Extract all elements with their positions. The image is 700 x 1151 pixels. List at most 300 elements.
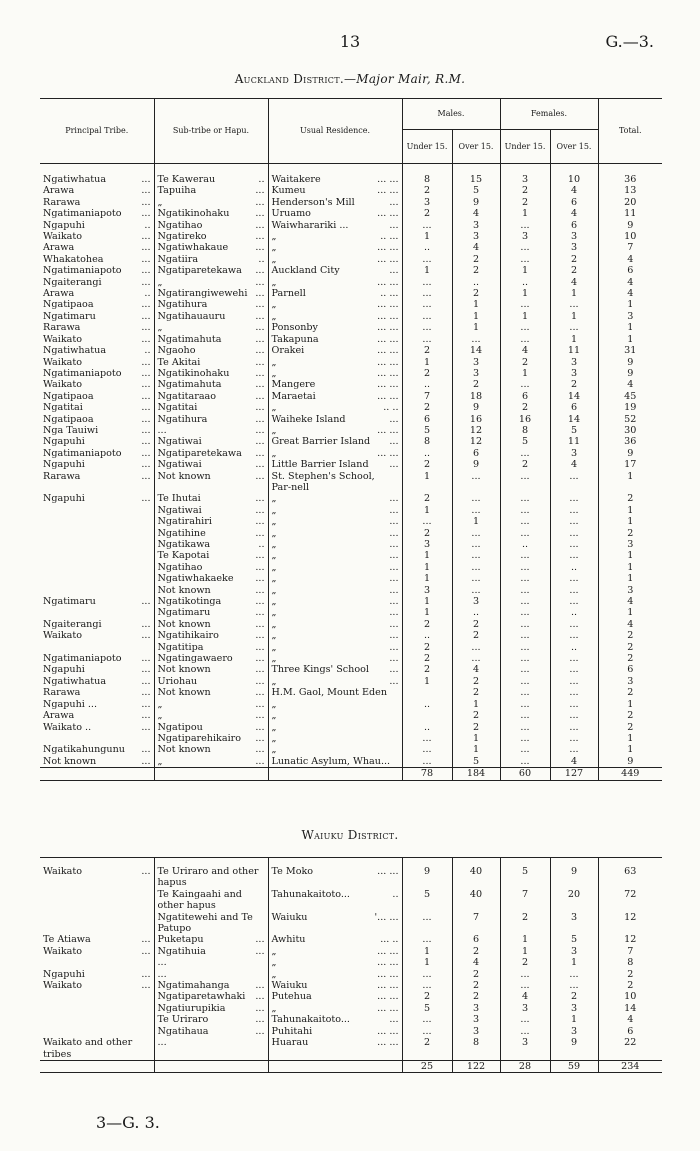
table-row — [40, 676, 662, 687]
header-males-over: Over 15. — [452, 130, 500, 164]
males-under-cell: ... — [402, 288, 452, 299]
females-under-cell: ... — [500, 493, 550, 504]
leader-dots: ... — [141, 866, 151, 877]
total-cell: 1 — [598, 334, 662, 345]
leader-dots: ... — [141, 413, 151, 425]
subtribe-cell — [154, 185, 268, 196]
table-row — [40, 174, 662, 185]
total-males-over: 122 — [452, 1060, 500, 1072]
males-under-cell: 2 — [402, 368, 452, 379]
males-over-cell: 1 — [452, 322, 500, 333]
total-cell: 2 — [598, 528, 662, 539]
leader-dots: ... — [255, 242, 265, 254]
leader-dots: ... — [141, 333, 151, 345]
leader-dots: ... — [389, 584, 399, 596]
subtribe-cell-text: Ngatiparetawhaki — [157, 991, 246, 1003]
table-row — [40, 516, 662, 527]
males-under-cell: 6 — [402, 414, 452, 425]
leader-dots: ... ... — [377, 379, 399, 391]
total-cell: 6 — [598, 265, 662, 276]
total-cell: 22 — [598, 1037, 662, 1060]
females-over-cell: ... — [550, 676, 598, 687]
tribe-cell-text: Ngatimaru — [43, 310, 96, 322]
females-under-cell: ... — [500, 254, 550, 265]
leader-dots: ... — [141, 447, 151, 459]
leader-dots: ... — [255, 653, 265, 665]
table-row — [40, 368, 662, 379]
leader-dots: ... — [141, 242, 151, 254]
residence-cell — [268, 676, 402, 687]
females-under-cell: 4 — [500, 345, 550, 356]
subtribe-cell — [154, 630, 268, 641]
grand-total: 449 — [598, 768, 662, 780]
tribe-cell — [40, 1037, 154, 1060]
subtribe-cell-text: Te Kawerau — [157, 174, 216, 185]
subtribe-cell-text: Uriohau — [157, 675, 198, 687]
tribe-cell-text: Ngapuhi — [43, 664, 85, 676]
residence-cell-text: „ — [271, 641, 277, 653]
males-over-cell: 6 — [452, 448, 500, 459]
header-subtribe: Sub-tribe or Hapu. — [154, 99, 268, 164]
leader-dots: ... — [141, 367, 151, 379]
males-over-cell: 9 — [452, 197, 500, 208]
females-under-cell: 1 — [500, 368, 550, 379]
leader-dots: ... — [255, 390, 265, 402]
tribe-cell-text: Ngatimaniapoto — [43, 265, 122, 277]
males-under-cell: ... — [402, 311, 452, 322]
leader-dots: ... — [141, 299, 151, 311]
leader-dots: ... — [141, 675, 151, 687]
residence-cell-text: „ — [271, 299, 277, 311]
leader-dots: ... — [141, 653, 151, 665]
leader-dots: ... — [255, 402, 265, 414]
leader-dots: ... — [389, 664, 399, 676]
females-over-cell: ... — [550, 722, 598, 733]
males-under-cell: 2 — [402, 653, 452, 664]
residence-cell-text: „ — [271, 504, 277, 516]
leader-dots: ... ... — [377, 345, 399, 357]
residence-cell-text: „ — [271, 367, 277, 379]
tribe-cell — [40, 1003, 154, 1014]
residence-cell — [268, 866, 402, 889]
females-over-cell: ... — [550, 471, 598, 494]
leader-dots: ... — [255, 641, 265, 653]
residence-cell-text: St. Stephen's School, Par-nell — [271, 470, 375, 493]
leader-dots: ... — [389, 493, 399, 505]
males-under-cell: 1 — [402, 596, 452, 607]
residence-cell — [268, 596, 402, 607]
total-cell: 2 — [598, 630, 662, 641]
residence-cell-text: „ — [271, 945, 277, 957]
males-under-cell: 2 — [402, 619, 452, 630]
females-over-cell: 2 — [550, 254, 598, 265]
grand-total: 234 — [598, 1060, 662, 1072]
females-over-cell: ... — [550, 664, 598, 675]
males-over-cell: 7 — [452, 912, 500, 935]
females-over-cell: .. — [550, 642, 598, 653]
table-row — [40, 946, 662, 957]
females-under-cell: ... — [500, 744, 550, 755]
females-under-cell: ... — [500, 448, 550, 459]
females-under-cell: ... — [500, 676, 550, 687]
residence-cell — [268, 311, 402, 322]
total-cell: 12 — [598, 912, 662, 935]
header-males: Males. — [402, 99, 500, 130]
males-under-cell: ... — [402, 299, 452, 310]
leader-dots: ... — [389, 459, 399, 471]
leader-dots: ... ... — [377, 356, 399, 368]
females-under-cell: .. — [500, 539, 550, 550]
males-over-cell: 2 — [452, 710, 500, 721]
males-under-cell: 1 — [402, 471, 452, 494]
leader-dots: ... — [141, 945, 151, 957]
leader-dots: .. — [144, 345, 151, 357]
males-over-cell: 18 — [452, 391, 500, 402]
subtribe-cell-text: Not known — [157, 744, 211, 756]
table-row — [40, 334, 662, 345]
subtribe-cell — [154, 231, 268, 242]
table-row — [40, 425, 662, 436]
residence-cell-text: „ — [271, 653, 277, 665]
females-under-cell: 16 — [500, 414, 550, 425]
residence-cell — [268, 722, 402, 733]
residence-cell-text: „ — [271, 539, 277, 550]
females-over-cell: 6 — [550, 220, 598, 231]
subtribe-cell — [154, 505, 268, 516]
tribe-cell — [40, 642, 154, 653]
residence-cell-text: Henderson's Mill — [271, 196, 355, 208]
males-under-cell — [402, 687, 452, 698]
males-under-cell: ... — [402, 934, 452, 945]
residence-cell-text: „ — [271, 424, 277, 436]
males-under-cell: .. — [402, 699, 452, 710]
leader-dots — [397, 733, 399, 744]
males-over-cell: 3 — [452, 1014, 500, 1025]
residence-cell — [268, 493, 402, 504]
males-under-cell: ... — [402, 1014, 452, 1025]
leader-dots: ... — [389, 413, 399, 425]
leader-dots: ... — [255, 1002, 265, 1014]
tribe-cell — [40, 607, 154, 618]
leader-dots: ... — [255, 379, 265, 391]
subtribe-cell — [154, 357, 268, 368]
subtribe-cell-text: Te Kapotai — [157, 550, 210, 562]
residence-cell-text: „ — [271, 516, 277, 528]
females-under-cell: ... — [500, 585, 550, 596]
tribe-cell — [40, 288, 154, 299]
males-under-cell: 1 — [402, 946, 452, 957]
tribe-cell — [40, 596, 154, 607]
tribe-cell — [40, 866, 154, 889]
total-cell: 1 — [598, 471, 662, 494]
subtribe-cell-text: ... — [157, 424, 167, 436]
leader-dots: ... — [141, 322, 151, 334]
males-under-cell: ... — [402, 220, 452, 231]
males-over-cell: 1 — [452, 516, 500, 527]
leader-dots: ... — [141, 253, 151, 265]
table-row — [40, 528, 662, 539]
females-under-cell: ... — [500, 550, 550, 561]
leader-dots: ... — [141, 265, 151, 277]
residence-cell-text: Auckland City — [271, 265, 340, 277]
leader-dots: ... — [389, 504, 399, 516]
subtribe-cell-text: Ngatihine — [157, 527, 206, 539]
males-over-cell: 3 — [452, 596, 500, 607]
leader-dots — [263, 889, 265, 912]
females-under-cell: 1 — [500, 265, 550, 276]
residence-cell-text: Takapuna — [271, 333, 319, 345]
tribe-cell-text: Rarawa — [43, 322, 81, 334]
table-row — [40, 197, 662, 208]
tribe-cell — [40, 220, 154, 231]
tribe-cell — [40, 436, 154, 447]
total-cell: 17 — [598, 459, 662, 470]
total-cell: 9 — [598, 756, 662, 768]
males-under-cell: ... — [402, 744, 452, 755]
tribe-cell-text: Ngapuhi — [43, 493, 85, 505]
subtribe-cell — [154, 607, 268, 618]
leader-dots — [263, 912, 265, 935]
residence-cell-text: „ — [271, 573, 277, 585]
leader-dots: ... — [141, 231, 151, 243]
leader-dots: ... — [389, 196, 399, 208]
males-under-cell: ... — [402, 756, 452, 768]
table-row — [40, 710, 662, 721]
tribe-cell — [40, 722, 154, 733]
leader-dots: ... — [255, 618, 265, 630]
females-under-cell: 2 — [500, 912, 550, 935]
leader-dots: ... ... — [377, 1025, 399, 1037]
table-row — [40, 493, 662, 504]
males-over-cell: 40 — [452, 866, 500, 889]
residence-cell — [268, 969, 402, 980]
females-under-cell: 2 — [500, 185, 550, 196]
subtribe-cell — [154, 676, 268, 687]
females-over-cell: ... — [550, 687, 598, 698]
females-under-cell: ... — [500, 980, 550, 991]
tribe-cell — [40, 756, 154, 768]
tribe-cell-text: Waikato — [43, 231, 82, 243]
document-reference: G.—3. — [605, 32, 654, 51]
subtribe-cell-text: Puketapu — [157, 934, 204, 946]
males-under-cell: 1 — [402, 607, 452, 618]
tribe-cell-text: Ngaiterangi — [43, 276, 102, 288]
subtribe-cell — [154, 277, 268, 288]
subtribe-cell — [154, 710, 268, 721]
females-under-cell: ... — [500, 710, 550, 721]
tribe-cell-text: Rarawa — [43, 687, 81, 699]
males-over-cell: ... — [452, 505, 500, 516]
residence-cell-text: Mangere — [271, 379, 316, 391]
tribe-cell-text: Ngatiwhatua — [43, 675, 107, 687]
males-under-cell: 1 — [402, 562, 452, 573]
total-cell: 4 — [598, 277, 662, 288]
subtribe-cell — [154, 619, 268, 630]
females-over-cell: .. — [550, 562, 598, 573]
leader-dots: ... ... — [377, 333, 399, 345]
subtribe-cell — [154, 493, 268, 504]
table-row — [40, 573, 662, 584]
females-under-cell: ... — [500, 573, 550, 584]
tribe-cell — [40, 493, 154, 504]
females-under-cell: ... — [500, 664, 550, 675]
subtribe-cell — [154, 573, 268, 584]
table-row — [40, 414, 662, 425]
leader-dots: ... — [389, 561, 399, 573]
females-over-cell: 3 — [550, 1003, 598, 1014]
females-under-cell: 2 — [500, 957, 550, 968]
tribe-cell — [40, 1014, 154, 1025]
total-cell: 12 — [598, 934, 662, 945]
tribe-cell-text: Waikato — [43, 356, 82, 368]
auckland-table — [40, 98, 662, 781]
males-over-cell: 2 — [452, 619, 500, 630]
subtribe-cell — [154, 733, 268, 744]
table-row — [40, 980, 662, 991]
males-over-cell: 3 — [452, 220, 500, 231]
males-over-cell: 6 — [452, 934, 500, 945]
total-cell: 9 — [598, 368, 662, 379]
males-under-cell: 2 — [402, 208, 452, 219]
residence-cell — [268, 368, 402, 379]
residence-cell-text: Lunatic Asylum, Whau... — [271, 755, 391, 767]
tribe-cell — [40, 676, 154, 687]
females-under-cell: ... — [500, 299, 550, 310]
tribe-cell — [40, 357, 154, 368]
females-under-cell: 3 — [500, 1037, 550, 1060]
leader-dots: ... — [255, 447, 265, 459]
total-males-under: 25 — [402, 1060, 452, 1072]
tribe-cell — [40, 516, 154, 527]
subtribe-cell — [154, 653, 268, 664]
females-over-cell: 3 — [550, 242, 598, 253]
leader-dots: ... — [255, 310, 265, 322]
total-cell: 1 — [598, 699, 662, 710]
tribe-cell — [40, 562, 154, 573]
residence-cell — [268, 934, 402, 945]
residence-cell — [268, 471, 402, 494]
males-under-cell: 8 — [402, 436, 452, 447]
leader-dots: ... — [141, 596, 151, 608]
total-cell: 3 — [598, 539, 662, 550]
tribe-cell — [40, 242, 154, 253]
residence-cell — [268, 1003, 402, 1014]
tribe-cell-text: Arawa — [43, 710, 75, 722]
leader-dots — [263, 969, 265, 980]
tribe-cell — [40, 619, 154, 630]
table-row — [40, 889, 662, 912]
females-over-cell: 3 — [550, 448, 598, 459]
males-under-cell: ... — [402, 516, 452, 527]
residence-cell-text: Huarau — [271, 1037, 309, 1049]
table-row — [40, 265, 662, 276]
leader-dots: ... — [255, 607, 265, 619]
tribe-cell — [40, 299, 154, 310]
tribe-cell-text: Ngatipaoa — [43, 299, 94, 311]
males-over-cell: 9 — [452, 459, 500, 470]
residence-cell — [268, 756, 402, 768]
tribe-cell-text: Ngapuhi — [43, 436, 85, 448]
residence-cell — [268, 562, 402, 573]
females-over-cell: 14 — [550, 414, 598, 425]
leader-dots — [397, 471, 399, 494]
subtribe-cell — [154, 550, 268, 561]
tribe-cell-text: Ngapuhi ... — [43, 698, 98, 710]
subtribe-cell-text: Ngatirangiwewehi — [157, 288, 248, 300]
leader-dots: ... — [389, 618, 399, 630]
females-under-cell: ... — [500, 471, 550, 494]
total-females-under: 28 — [500, 1060, 550, 1072]
table-row — [40, 630, 662, 641]
leader-dots: ... — [141, 356, 151, 368]
tribe-cell-text: Ngatimaniapoto — [43, 653, 122, 665]
females-over-cell: 9 — [550, 1037, 598, 1060]
residence-cell — [268, 1014, 402, 1025]
females-under-cell: ... — [500, 516, 550, 527]
leader-dots: .. — [258, 539, 265, 550]
footer-reference: 3—G. 3. — [96, 1113, 160, 1132]
tribe-cell-text: Ngatimaru — [43, 596, 96, 608]
leader-dots: ... — [141, 424, 151, 436]
subtribe-cell-text: Ngatimahanga — [157, 980, 230, 992]
tribe-cell-text: Waikato — [43, 980, 82, 992]
tribe-cell-text: Ngatiwhatua — [43, 174, 107, 185]
leader-dots — [263, 866, 265, 889]
leader-dots: ... ... — [377, 980, 399, 992]
tribe-cell — [40, 630, 154, 641]
leader-dots: ... — [389, 527, 399, 539]
leader-dots: ... — [389, 219, 399, 231]
males-over-cell: ... — [452, 539, 500, 550]
table-row — [40, 619, 662, 630]
header-females-under: Under 15. — [500, 130, 550, 164]
subtribe-cell-text: Ngatihauauru — [157, 310, 226, 322]
females-under-cell: ... — [500, 528, 550, 539]
table-row — [40, 699, 662, 710]
females-under-cell: 1 — [500, 288, 550, 299]
residence-cell — [268, 664, 402, 675]
residence-cell — [268, 185, 402, 196]
residence-cell-text: „ — [271, 527, 277, 539]
tribe-cell — [40, 379, 154, 390]
subtribe-cell-text: Ngatihikairo — [157, 630, 219, 642]
leader-dots: ... — [141, 698, 151, 710]
males-over-cell: 12 — [452, 425, 500, 436]
total-cell: 1 — [598, 516, 662, 527]
males-over-cell: 14 — [452, 345, 500, 356]
residence-cell — [268, 208, 402, 219]
leader-dots: ... — [255, 945, 265, 957]
subtribe-cell — [154, 322, 268, 333]
subtribe-cell — [154, 946, 268, 957]
total-cell: 9 — [598, 357, 662, 368]
females-over-cell: 9 — [550, 866, 598, 889]
subtribe-cell-text: Te Akitai — [157, 356, 201, 368]
tribe-cell — [40, 744, 154, 755]
subtribe-cell-text: Ngatitai — [157, 402, 198, 414]
leader-dots: ... — [141, 744, 151, 756]
subtribe-cell-text: Ngatireko — [157, 231, 207, 243]
total-cell: 3 — [598, 676, 662, 687]
residence-cell — [268, 687, 402, 698]
leader-dots: ... ... — [377, 185, 399, 197]
residence-cell — [268, 699, 402, 710]
females-over-cell: 2 — [550, 379, 598, 390]
subtribe-cell — [154, 345, 268, 356]
residence-cell — [268, 573, 402, 584]
females-under-cell: ... — [500, 562, 550, 573]
leader-dots: ... — [141, 721, 151, 733]
